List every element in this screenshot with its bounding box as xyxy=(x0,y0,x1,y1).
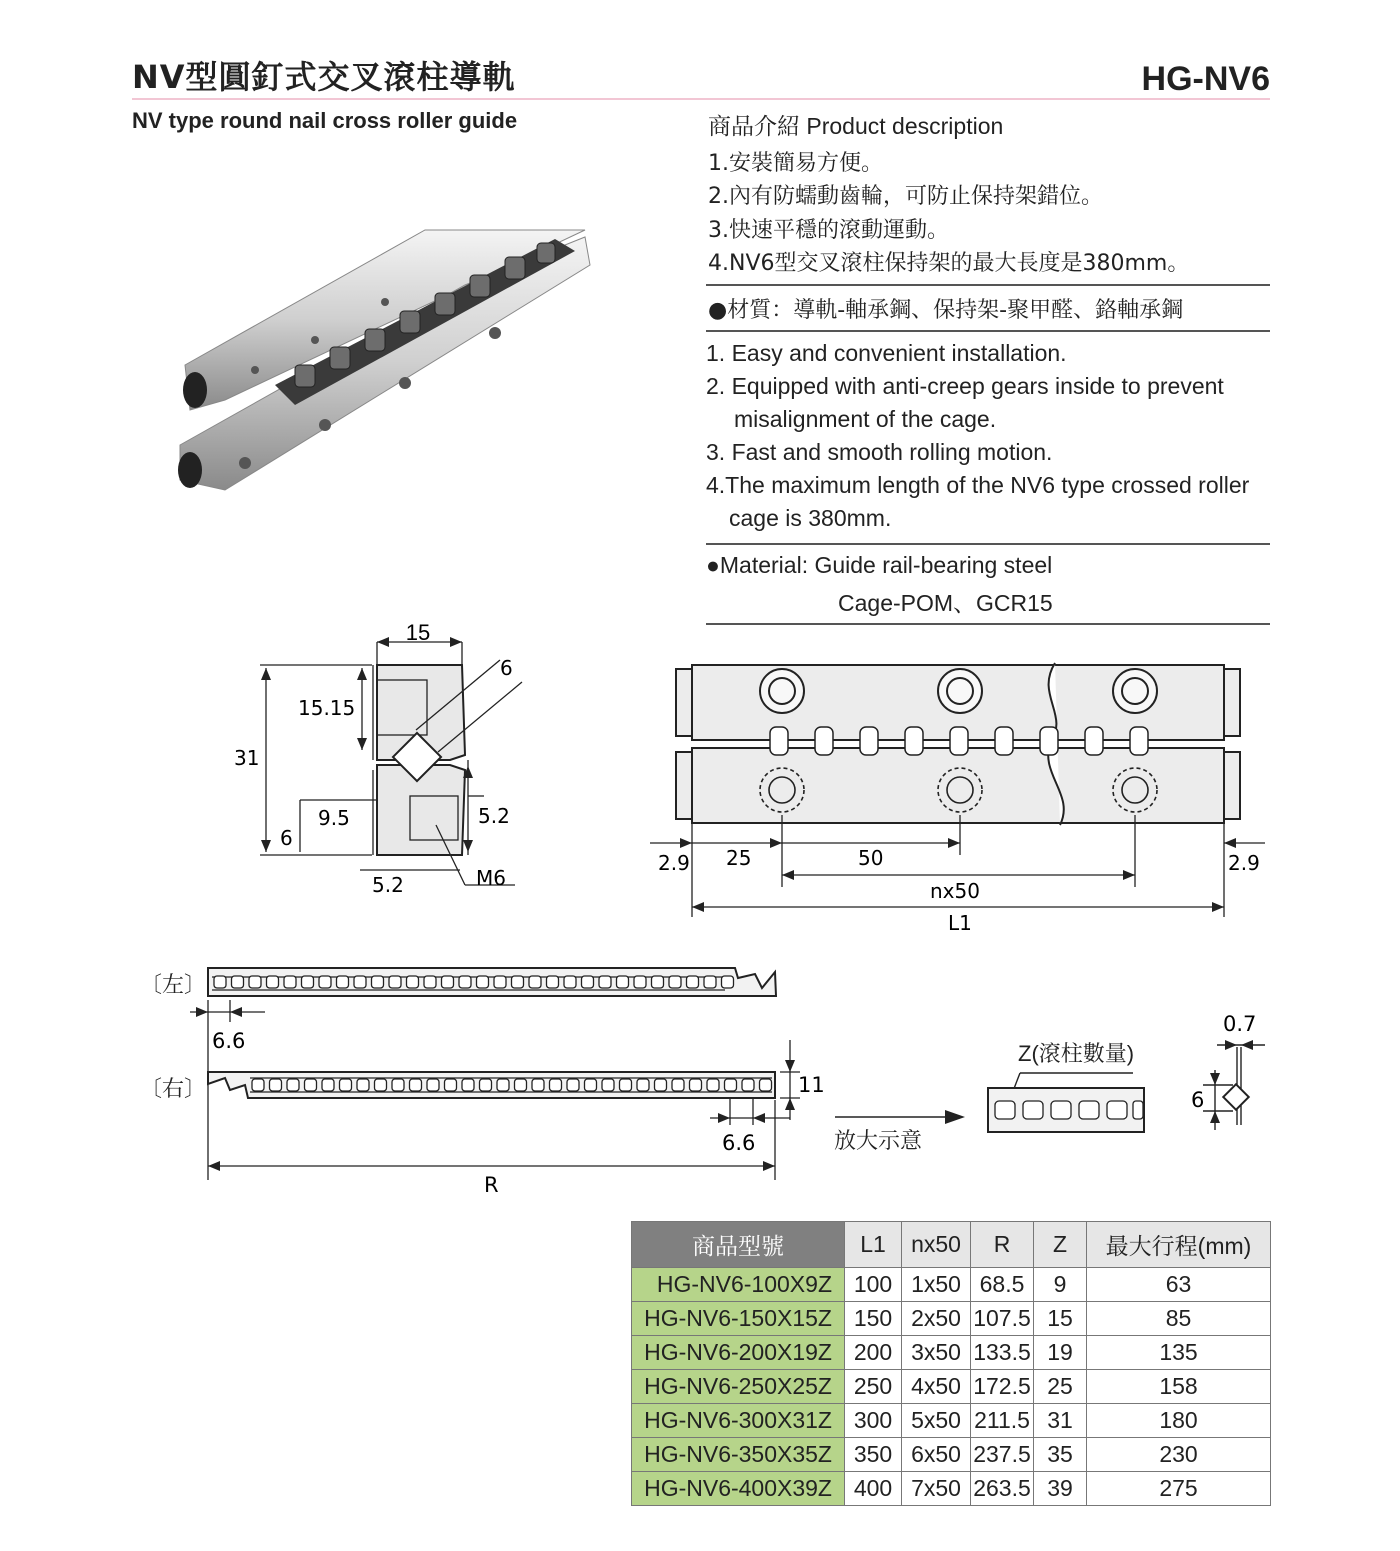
dim-roller: 6 xyxy=(500,656,513,680)
title-divider xyxy=(132,98,1270,100)
cage-roller xyxy=(445,1079,457,1091)
cage-roller xyxy=(249,976,261,988)
model-cell: HG-NV6-350X35Z xyxy=(632,1438,845,1472)
zh-feature-2: 2.內有防蠕動齒輪，可防止保持架錯位。 xyxy=(708,184,1103,209)
table-cell: 2x50 xyxy=(902,1302,971,1336)
cage-roller xyxy=(617,976,629,988)
cage-roller xyxy=(567,1079,579,1091)
cage-pitch-right: 6.6 xyxy=(722,1131,756,1155)
cage-roller xyxy=(252,1079,264,1091)
dim-upper: 15.15 xyxy=(298,696,356,720)
table-cell: 133.5 xyxy=(971,1336,1034,1370)
table-cell: 300 xyxy=(845,1404,902,1438)
cage-roller xyxy=(722,976,734,988)
zh-feature-4: 4.NV6型交叉滾柱保持架的最大長度是380mm。 xyxy=(708,251,1190,276)
table-row xyxy=(632,1268,1271,1302)
en-feature-3: 3. Fast and smooth rolling motion. xyxy=(706,439,1053,465)
cage-roller xyxy=(704,976,716,988)
cage-right-label: 〔右〕 xyxy=(140,1076,207,1101)
table-cell: 263.5 xyxy=(971,1472,1034,1506)
table-row xyxy=(632,1336,1271,1370)
dim-end-right: 2.9 xyxy=(1228,851,1260,875)
divider xyxy=(706,284,1270,286)
cage-roller xyxy=(669,976,681,988)
cage-roller xyxy=(232,976,244,988)
cage-roller xyxy=(690,1079,702,1091)
cage-roller xyxy=(337,976,349,988)
divider xyxy=(706,330,1270,332)
table-cell: 180 xyxy=(1087,1404,1271,1438)
dim-end-left: 2.9 xyxy=(658,851,690,875)
table-cell: 9 xyxy=(1034,1268,1087,1302)
cage-pitch-left: 6.6 xyxy=(212,1029,246,1053)
dim-lower: 9.5 xyxy=(318,806,350,830)
dim-nx50: nx50 xyxy=(930,879,980,903)
table-cell: 135 xyxy=(1087,1336,1271,1370)
cage-roller xyxy=(407,976,419,988)
en-material: ●Material: Guide rail-bearing steel xyxy=(706,552,1053,578)
dim-total-height: 31 xyxy=(234,746,260,770)
table-cell: 250 xyxy=(845,1370,902,1404)
cage-roller xyxy=(637,1079,649,1091)
cage-roller xyxy=(725,1079,737,1091)
table-cell: 39 xyxy=(1034,1472,1087,1506)
zh-feature-3: 3.快速平穩的滾動運動。 xyxy=(708,218,949,243)
en-feature-2-cont: misalignment of the cage. xyxy=(734,406,997,432)
model-cell: HG-NV6-400X39Z xyxy=(632,1472,845,1506)
model-code: HG-NV6 xyxy=(1141,60,1270,98)
table-cell: 107.5 xyxy=(971,1302,1034,1336)
cage-roller xyxy=(742,1079,754,1091)
en-feature-1: 1. Easy and convenient installation. xyxy=(706,340,1067,366)
table-cell: 211.5 xyxy=(971,1404,1034,1438)
cage-roller xyxy=(214,976,226,988)
table-row xyxy=(632,1438,1271,1472)
cage-roller xyxy=(462,1079,474,1091)
cage-roller xyxy=(602,1079,614,1091)
col-l1: L1 xyxy=(845,1222,902,1268)
cage-roller xyxy=(497,1079,509,1091)
dim-width: 15 xyxy=(405,620,431,645)
table-cell: 25 xyxy=(1034,1370,1087,1404)
product-photo xyxy=(165,225,590,505)
cage-roller xyxy=(547,976,559,988)
roller-count-label: Z(滾柱數量) xyxy=(1018,1041,1135,1066)
cage-roller xyxy=(459,976,471,988)
dim-first-hole: 25 xyxy=(726,846,752,870)
zh-feature-1: 1.安裝簡易方便。 xyxy=(708,151,883,176)
cage-roller xyxy=(599,976,611,988)
divider xyxy=(706,623,1270,625)
zh-material: ●材質：導軌-軸承鋼、保持架-聚甲醛、鉻軸承鋼 xyxy=(708,298,1184,323)
cage-roller xyxy=(270,1079,282,1091)
cage-roller xyxy=(287,1079,299,1091)
table-cell: 200 xyxy=(845,1336,902,1370)
table-row xyxy=(632,1370,1271,1404)
cage-roller xyxy=(424,976,436,988)
model-cell: HG-NV6-100X9Z xyxy=(632,1268,845,1302)
cage-thickness: 0.7 xyxy=(1223,1012,1257,1036)
table-row xyxy=(632,1404,1271,1438)
description-heading: 商品介紹 Product description xyxy=(708,113,1004,139)
cage-rollers xyxy=(190,960,830,1160)
table-cell: 350 xyxy=(845,1438,902,1472)
table-cell: 3x50 xyxy=(902,1336,971,1370)
cage-left-label: 〔左〕 xyxy=(140,972,207,997)
page-title: NV型圓釘式交叉滾柱導軌 xyxy=(132,58,516,96)
table-cell: 19 xyxy=(1034,1336,1087,1370)
table-cell: 85 xyxy=(1087,1302,1271,1336)
cage-roller xyxy=(634,976,646,988)
table-row xyxy=(632,1472,1271,1506)
model-cell: HG-NV6-300X31Z xyxy=(632,1404,845,1438)
cage-roller xyxy=(340,1079,352,1091)
en-feature-2: 2. Equipped with anti-creep gears inside to prevent xyxy=(706,373,1224,399)
dim-base: 6 xyxy=(280,826,293,850)
cage-roller xyxy=(442,976,454,988)
cage-roller xyxy=(322,1079,334,1091)
cage-roller xyxy=(652,976,664,988)
cage-roller xyxy=(655,1079,667,1091)
table-cell: 6x50 xyxy=(902,1438,971,1472)
cage-roller xyxy=(480,1079,492,1091)
cage-roller xyxy=(672,1079,684,1091)
cage-roller xyxy=(532,1079,544,1091)
cross-section-drawing xyxy=(234,620,540,900)
cage-roller xyxy=(284,976,296,988)
table-cell: 63 xyxy=(1087,1268,1271,1302)
model-cell: HG-NV6-200X19Z xyxy=(632,1336,845,1370)
table-cell: 172.5 xyxy=(971,1370,1034,1404)
cage-roller xyxy=(760,1079,772,1091)
model-cell: HG-NV6-150X15Z xyxy=(632,1302,845,1336)
thread-label: M6 xyxy=(476,866,506,890)
en-feature-4-cont: cage is 380mm. xyxy=(729,505,892,531)
table-cell: 400 xyxy=(845,1472,902,1506)
table-cell: 15 xyxy=(1034,1302,1087,1336)
dim-pitch: 50 xyxy=(858,846,884,870)
table-header-row xyxy=(632,1222,1271,1268)
cage-height: 11 xyxy=(798,1073,825,1097)
cage-roller xyxy=(357,1079,369,1091)
cage-roller xyxy=(585,1079,597,1091)
table-cell: 100 xyxy=(845,1268,902,1302)
col-r: R xyxy=(971,1222,1034,1268)
model-cell: HG-NV6-250X25Z xyxy=(632,1370,845,1404)
table-cell: 158 xyxy=(1087,1370,1271,1404)
cage-roller xyxy=(512,976,524,988)
cage-roller xyxy=(427,1079,439,1091)
cage-roller xyxy=(582,976,594,988)
table-cell: 5x50 xyxy=(902,1404,971,1438)
table-cell: 31 xyxy=(1034,1404,1087,1438)
cage-roller xyxy=(392,1079,404,1091)
table-cell: 237.5 xyxy=(971,1438,1034,1472)
col-z: Z xyxy=(1034,1222,1087,1268)
cage-roller xyxy=(267,976,279,988)
spec-table xyxy=(631,1221,1271,1506)
zoom-label: 放大示意 xyxy=(834,1128,923,1153)
cage-roller xyxy=(564,976,576,988)
table-cell: 7x50 xyxy=(902,1472,971,1506)
table-cell: 1x50 xyxy=(902,1268,971,1302)
table-cell: 230 xyxy=(1087,1438,1271,1472)
zoom-detail xyxy=(825,1012,1275,1135)
cage-roller xyxy=(410,1079,422,1091)
col-nx50: nx50 xyxy=(902,1222,971,1268)
col-model: 商品型號 xyxy=(632,1222,845,1268)
dim-side: 5.2 xyxy=(372,873,404,897)
cage-roller xyxy=(375,1079,387,1091)
table-cell: 68.5 xyxy=(971,1268,1034,1302)
cage-roller xyxy=(389,976,401,988)
cage-roller xyxy=(477,976,489,988)
roller-dia: 6 xyxy=(1191,1088,1205,1112)
col-max-stroke: 最大行程(mm) xyxy=(1087,1222,1271,1268)
table-cell: 4x50 xyxy=(902,1370,971,1404)
cage-roller xyxy=(354,976,366,988)
table-cell: 275 xyxy=(1087,1472,1271,1506)
cage-roller xyxy=(515,1079,527,1091)
table-row xyxy=(632,1302,1271,1336)
cage-roller xyxy=(529,976,541,988)
cage-roller xyxy=(372,976,384,988)
table-cell: 150 xyxy=(845,1302,902,1336)
cage-length: R xyxy=(484,1173,499,1197)
dim-hole-depth: 5.2 xyxy=(478,804,510,828)
en-material-cont: Cage-POM、GCR15 xyxy=(838,590,1053,616)
cage-roller xyxy=(302,976,314,988)
en-feature-4: 4.The maximum length of the NV6 type crossed roller xyxy=(706,472,1250,498)
divider xyxy=(706,543,1270,545)
cage-roller xyxy=(494,976,506,988)
table-cell: 35 xyxy=(1034,1438,1087,1472)
cage-roller xyxy=(707,1079,719,1091)
cage-roller xyxy=(319,976,331,988)
cage-roller xyxy=(687,976,699,988)
cage-roller xyxy=(305,1079,317,1091)
rail-side-view xyxy=(650,655,1275,940)
page-subtitle: NV type round nail cross roller guide xyxy=(132,108,518,133)
cage-roller xyxy=(620,1079,632,1091)
cage-roller xyxy=(550,1079,562,1091)
dim-length: L1 xyxy=(948,911,972,935)
